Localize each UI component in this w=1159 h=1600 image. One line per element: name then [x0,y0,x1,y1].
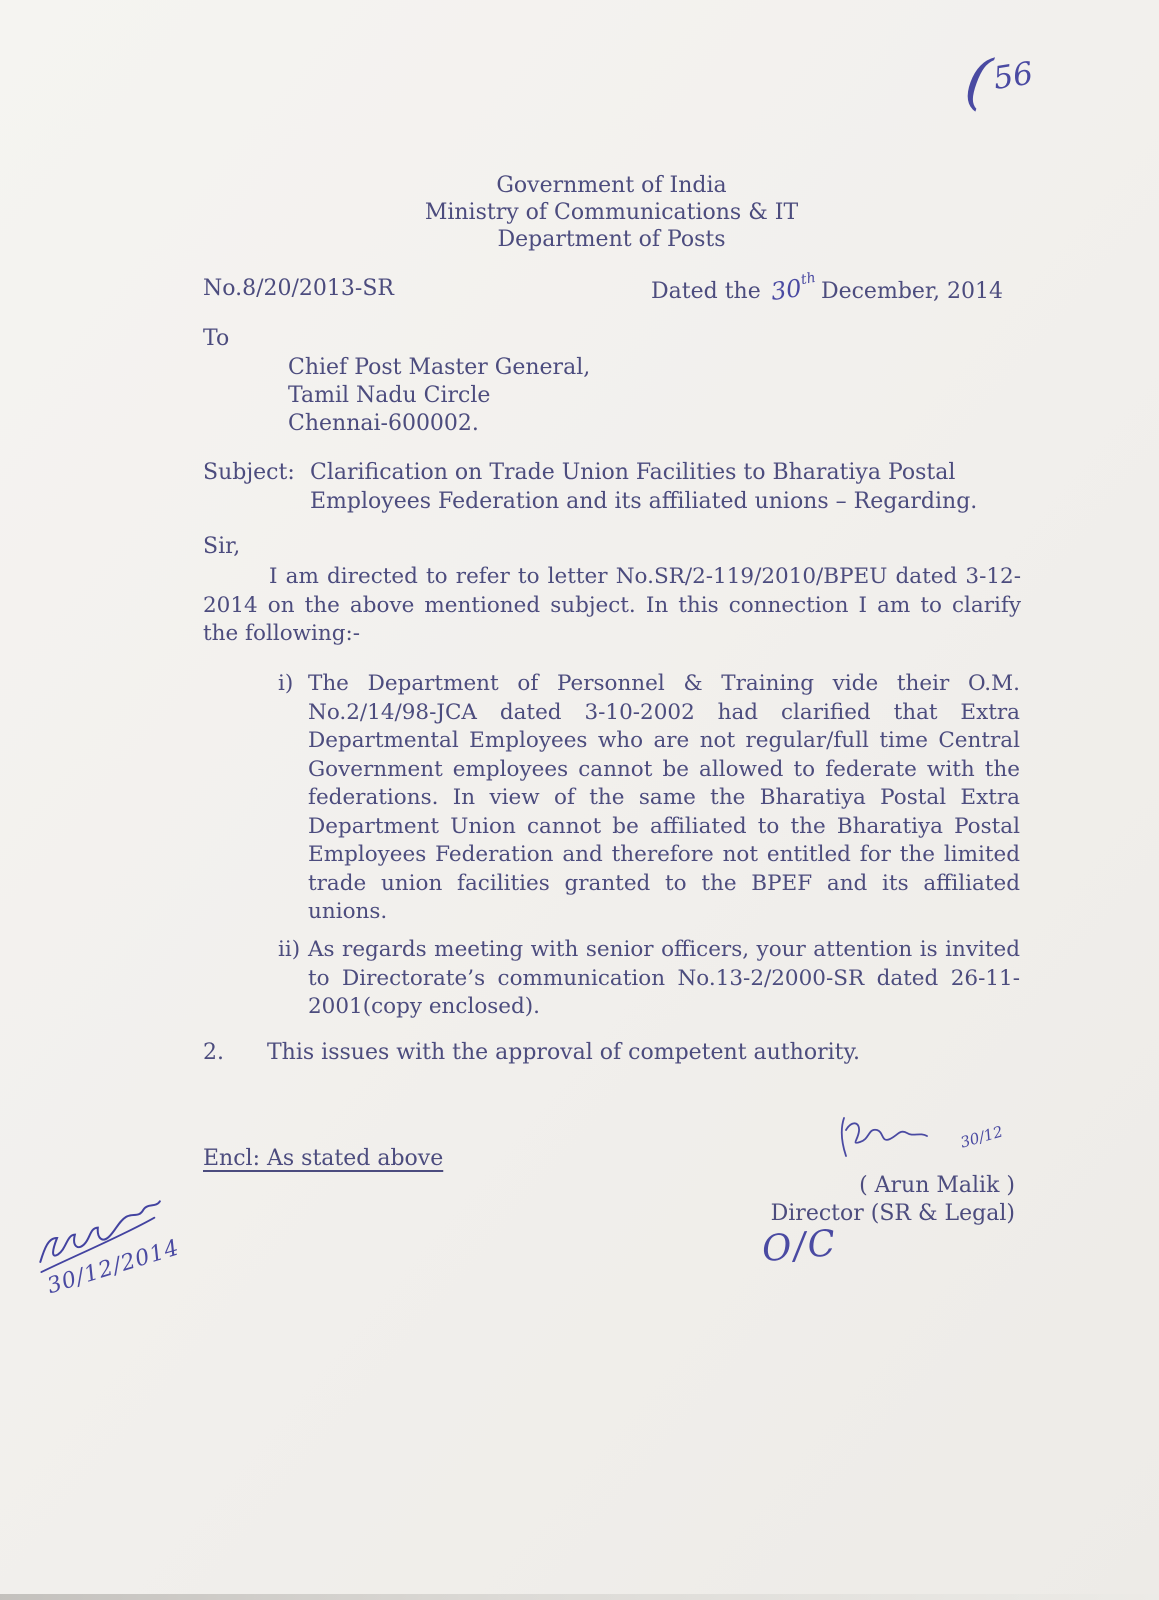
list-marker-i: i) [278,671,294,696]
to-label: To [203,326,230,351]
closing-paragraph-number: 2. [203,1040,224,1065]
handwritten-bottom-note [26,1191,192,1301]
signature-date: 30/12 [958,1122,1005,1152]
signature-scribble-icon [832,1112,964,1166]
opening-paragraph: I am directed to refer to letter No.SR/2-119/2010/BPEU dated 3-12-2014 on the above mentioned subject. In this connection I am to clarify the following:- [203,564,1021,646]
list-marker-ii: ii) [278,937,301,962]
subject-label: Subject: [203,460,295,485]
letterhead-department-line: Department of Posts [497,227,726,252]
signatory-name: ( Arun Malik ) [859,1173,1015,1198]
signatory-designation: Director (SR & Legal) [770,1201,1015,1226]
page-number-text: 56 [991,55,1036,98]
closing-paragraph-text: This issues with the approval of competent authority. [267,1040,860,1065]
letterhead [32,172,1159,253]
date-month-year: December, 2014 [820,279,1003,304]
list-item-ii [278,936,1020,1022]
list-item-i [278,670,1020,927]
enclosure-note: Encl: As stated above [203,1146,444,1171]
handwritten-oc-note: O/C [760,1222,839,1271]
recipient-line-3: Chennai-600002. [288,411,479,436]
recipient-line-2: Tamil Nadu Circle [288,383,491,408]
salutation: Sir, [203,534,241,559]
closing-paragraph [203,1040,860,1065]
recipient-address [288,354,590,438]
recipient-line-1: Chief Post Master General, [288,355,591,380]
subject-text: Clarification on Trade Union Facilities to Bharatiya Postal Employees Federation and its affiliated unions – Regarding. [310,460,978,514]
handwritten-date-day-suffix: th [800,269,818,288]
reference-row [203,269,1003,306]
date-prefix: Dated the [651,279,761,304]
list-text-ii: As regards meeting with senior officers, your attention is invited to Directorate’s communication No.13-2/2000-SR dated 26-11-2001(copy enclosed). [308,937,1020,1019]
subject-row [203,458,995,516]
handwritten-page-number [960,42,1036,119]
letterhead-ministry-line: Ministry of Communications & IT [424,200,799,225]
letterhead-government-line: Government of India [496,173,727,198]
list-text-i: The Department of Personnel & Training vide their O.M. No.2/14/98-JCA dated 3-10-2002 had clarified that Extra Departmental Employees who are not regular/full time Central Government employees cannot be allowed to federate with the federations. In view of the same the Bharatiya Postal Extra Department Union cannot be affiliated to the Bharatiya Postal Employees Federation and therefore not entitled for the limited trade union facilities granted to the BPEF and its affiliated unions. [308,671,1020,924]
reference-number: No.8/20/2013-SR [203,276,394,301]
handwritten-signature [771,1112,1015,1170]
date-line [651,269,1003,306]
handwritten-paren-mark: ( [960,42,996,119]
signature-block [771,1112,1015,1228]
handwritten-date-day: 30 [768,274,804,306]
bottom-note-date: 30/12/2014 [44,1235,183,1300]
